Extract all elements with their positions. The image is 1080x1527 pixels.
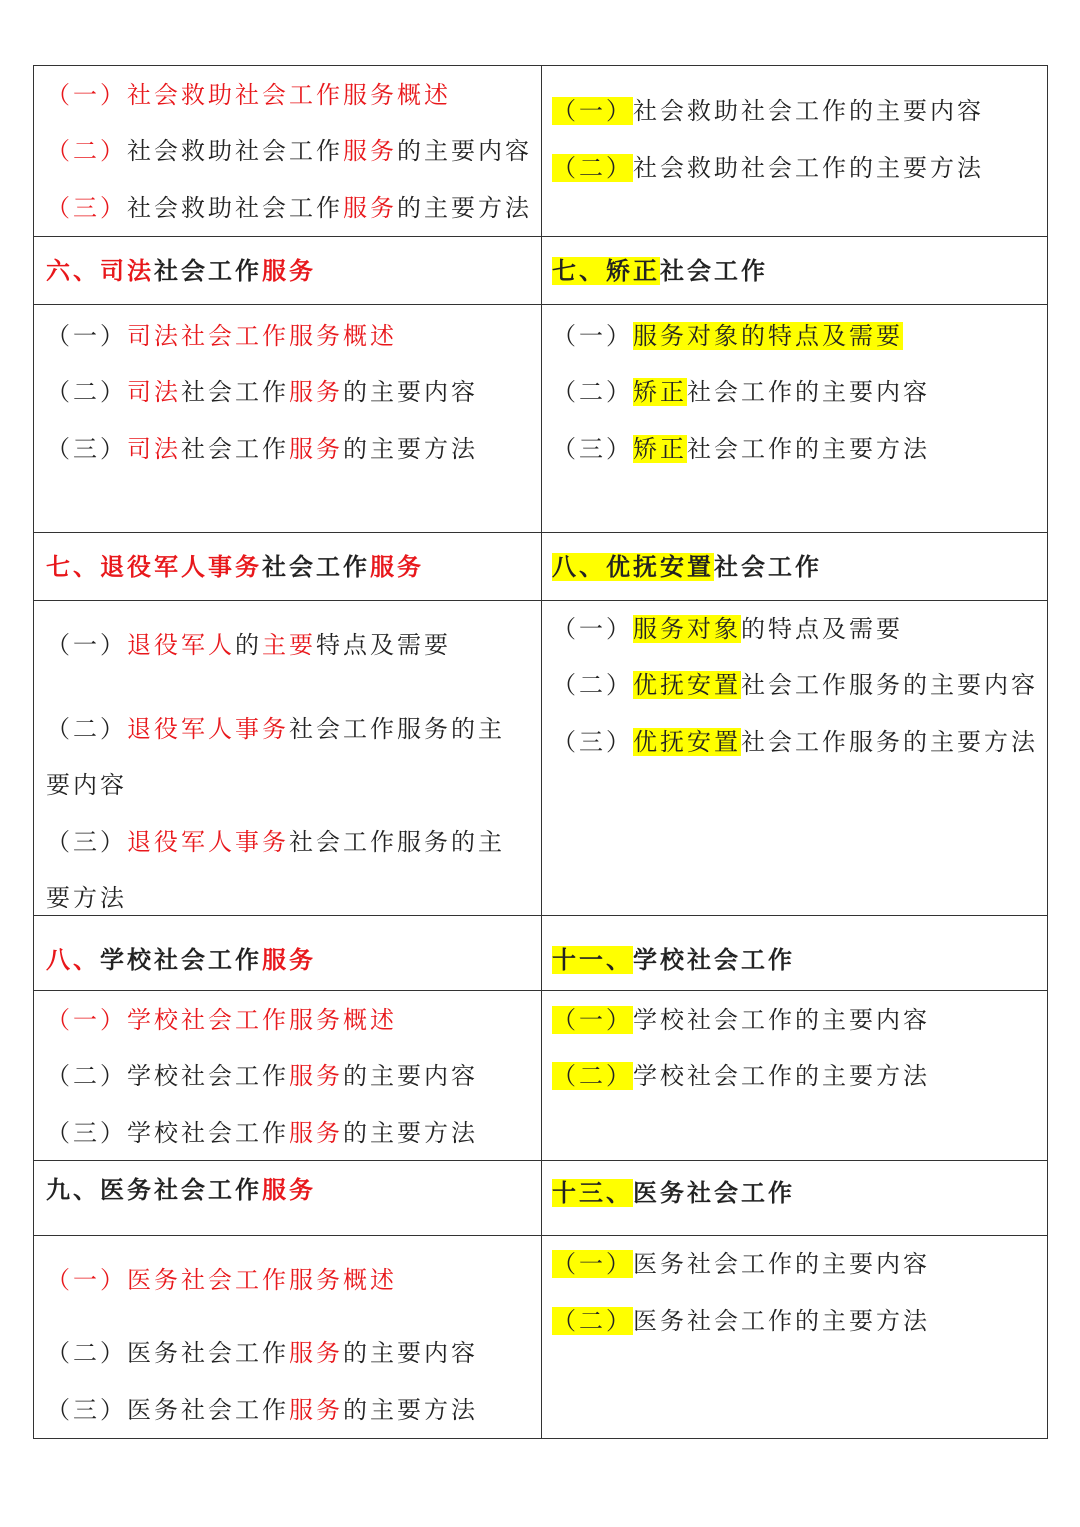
text-segment: 的主要内容 [397, 137, 532, 165]
table-row [34, 532, 1047, 600]
text-segment: 服务 [289, 1396, 343, 1424]
text-segment: 社会工作服务的主要方法 [46, 828, 505, 912]
table-row [34, 304, 1047, 532]
text-segment: 社会工作 [181, 435, 289, 463]
text-segment: 学校社会工作的主要方法 [633, 1062, 930, 1090]
text-segment: 服务 [289, 1119, 343, 1147]
text-segment: 的主要方法 [343, 435, 478, 463]
text-segment: 司法 [127, 435, 181, 463]
list-item [552, 1059, 930, 1093]
text-segment: 六、司法 [46, 257, 154, 285]
right-cell [542, 305, 1047, 532]
section-heading [552, 1176, 795, 1210]
text-segment: （三） [46, 194, 127, 222]
text-segment: 服务 [343, 194, 397, 222]
list-item [552, 1304, 930, 1338]
right-cell [542, 1161, 1047, 1235]
right-cell [542, 991, 1047, 1160]
list-item [46, 628, 451, 662]
text-segment: 优抚安置 [633, 671, 741, 699]
left-cell [34, 1161, 542, 1235]
list-item [46, 375, 478, 409]
text-segment: （一） [552, 1250, 633, 1278]
text-segment: 特点及需要 [316, 631, 451, 659]
text-segment: 矫正 [633, 378, 687, 406]
list-item [46, 1263, 397, 1297]
list-item [552, 151, 984, 185]
text-segment: （二） [46, 715, 127, 743]
list-item [46, 1003, 397, 1037]
text-segment: 主要 [262, 631, 316, 659]
comparison-table [33, 65, 1048, 1439]
text-segment: 服务对象 [633, 615, 741, 643]
text-segment: 司法社会工作服务概述 [127, 322, 397, 350]
text-segment: 十三、 [552, 1179, 633, 1207]
left-cell [34, 916, 542, 990]
table-row [34, 990, 1047, 1160]
section-heading [46, 1173, 316, 1207]
section-heading [552, 254, 768, 288]
text-segment: 服务 [289, 1062, 343, 1090]
list-item [46, 78, 451, 112]
text-segment: 司法 [127, 378, 181, 406]
text-segment: 社会工作 [181, 378, 289, 406]
text-segment: （一）社会救助社会工作服务概述 [46, 81, 451, 109]
list-item [46, 191, 532, 225]
text-segment: 社会工作 [262, 553, 370, 581]
text-segment: （二） [552, 1307, 633, 1335]
text-segment: （二） [552, 1062, 633, 1090]
text-segment: （一）学校社会工作服务概述 [46, 1006, 397, 1034]
text-segment: 服务 [262, 946, 316, 974]
text-segment: 的 [235, 631, 262, 659]
table-row [34, 236, 1047, 304]
text-segment: 医务社会工作 [633, 1179, 795, 1207]
list-item [46, 701, 531, 813]
text-segment: 的主要内容 [343, 1062, 478, 1090]
text-segment: 服务 [370, 553, 424, 581]
list-item [552, 612, 903, 646]
text-segment: （一） [46, 631, 127, 659]
text-segment: 的特点及需要 [741, 615, 903, 643]
text-segment: 退役军人事务 [127, 828, 289, 856]
text-segment: 医务社会工作的主要内容 [633, 1250, 930, 1278]
left-cell [34, 533, 542, 600]
right-cell [542, 1236, 1047, 1438]
text-segment: 社会工作 [714, 553, 822, 581]
text-segment: （二） [552, 154, 633, 182]
text-segment: 九、医务社会工作 [46, 1176, 262, 1204]
list-item [46, 1336, 478, 1370]
text-segment: 社会工作 [660, 257, 768, 285]
left-cell [34, 237, 542, 304]
list-item [552, 668, 1038, 702]
text-segment: 八、 [46, 946, 100, 974]
text-segment: 的主要方法 [397, 194, 532, 222]
text-segment: （二） [552, 671, 633, 699]
text-segment: 的主要内容 [343, 378, 478, 406]
text-segment: （三） [46, 435, 127, 463]
text-segment: 社会工作 [154, 257, 262, 285]
text-segment: （二） [46, 378, 127, 406]
text-segment: （一） [46, 322, 127, 350]
list-item [552, 319, 903, 353]
left-cell [34, 991, 542, 1160]
table-row [34, 1160, 1047, 1235]
list-item [552, 725, 1038, 759]
text-segment: 服务 [289, 435, 343, 463]
text-segment: （三）学校社会工作 [46, 1119, 289, 1147]
table-row [34, 915, 1047, 990]
text-segment: 七、退役军人事务 [46, 553, 262, 581]
list-item [552, 1247, 930, 1281]
text-segment: （三） [46, 828, 127, 856]
text-segment: 医务社会工作的主要方法 [633, 1307, 930, 1335]
text-segment: （一） [552, 1006, 633, 1034]
right-cell [542, 66, 1047, 236]
text-segment: （二） [552, 378, 633, 406]
text-segment: 的主要方法 [343, 1119, 478, 1147]
text-segment: （一）医务社会工作服务概述 [46, 1266, 397, 1294]
text-segment: 社会救助社会工作的主要内容 [633, 97, 984, 125]
table-row [34, 600, 1047, 915]
text-segment: （二） [46, 137, 127, 165]
right-cell [542, 601, 1047, 915]
text-segment: 社会救助社会工作的主要方法 [633, 154, 984, 182]
text-segment: 退役军人事务 [127, 715, 289, 743]
text-segment: （一） [552, 615, 633, 643]
text-segment: 服务对象的特点及需要 [633, 322, 903, 350]
text-segment: 服务 [262, 257, 316, 285]
text-segment: 学校社会工作 [100, 946, 262, 974]
right-cell [542, 237, 1047, 304]
text-segment: 的主要方法 [343, 1396, 478, 1424]
left-cell [34, 1236, 542, 1438]
list-item [46, 1116, 478, 1150]
left-cell [34, 601, 542, 915]
right-cell [542, 533, 1047, 600]
list-item [46, 1393, 478, 1427]
text-segment: 服务 [343, 137, 397, 165]
text-segment: 学校社会工作 [633, 946, 795, 974]
list-item [46, 432, 478, 466]
list-item [552, 375, 930, 409]
text-segment: 社会工作服务的主要方法 [741, 728, 1038, 756]
table-row [34, 66, 1047, 236]
list-item [552, 432, 930, 466]
text-segment: 七、矫正 [552, 257, 660, 285]
text-segment: 学校社会工作的主要内容 [633, 1006, 930, 1034]
left-cell [34, 66, 542, 236]
text-segment: （二）学校社会工作 [46, 1062, 289, 1090]
text-segment: 服务 [289, 1339, 343, 1367]
section-heading [46, 254, 316, 288]
list-item [46, 814, 531, 926]
text-segment: 社会工作的主要内容 [687, 378, 930, 406]
text-segment: （三） [552, 728, 633, 756]
text-segment: 社会工作服务的主要内容 [46, 715, 505, 799]
text-segment: （一） [552, 322, 633, 350]
text-segment: 社会救助社会工作 [127, 137, 343, 165]
text-segment: 矫正 [633, 435, 687, 463]
right-cell [542, 916, 1047, 990]
list-item [552, 94, 984, 128]
text-segment: 社会工作服务的主要内容 [741, 671, 1038, 699]
section-heading [552, 550, 822, 584]
list-item [46, 1059, 478, 1093]
text-segment: 优抚安置 [633, 728, 741, 756]
list-item [552, 1003, 930, 1037]
list-item [46, 319, 397, 353]
text-segment: （三）医务社会工作 [46, 1396, 289, 1424]
text-segment: （三） [552, 435, 633, 463]
table-row [34, 1235, 1047, 1438]
left-cell [34, 305, 542, 532]
text-segment: 社会工作的主要方法 [687, 435, 930, 463]
text-segment: 社会救助社会工作 [127, 194, 343, 222]
section-heading [46, 550, 424, 584]
section-heading [552, 943, 795, 977]
text-segment: 服务 [262, 1176, 316, 1204]
text-segment: （二）医务社会工作 [46, 1339, 289, 1367]
text-segment: （一） [552, 97, 633, 125]
section-heading [46, 943, 316, 977]
list-item [46, 134, 532, 168]
text-segment: 十一、 [552, 946, 633, 974]
text-segment: 退役军人 [127, 631, 235, 659]
text-segment: 八、优抚安置 [552, 553, 714, 581]
text-segment: 服务 [289, 378, 343, 406]
text-segment: 的主要内容 [343, 1339, 478, 1367]
